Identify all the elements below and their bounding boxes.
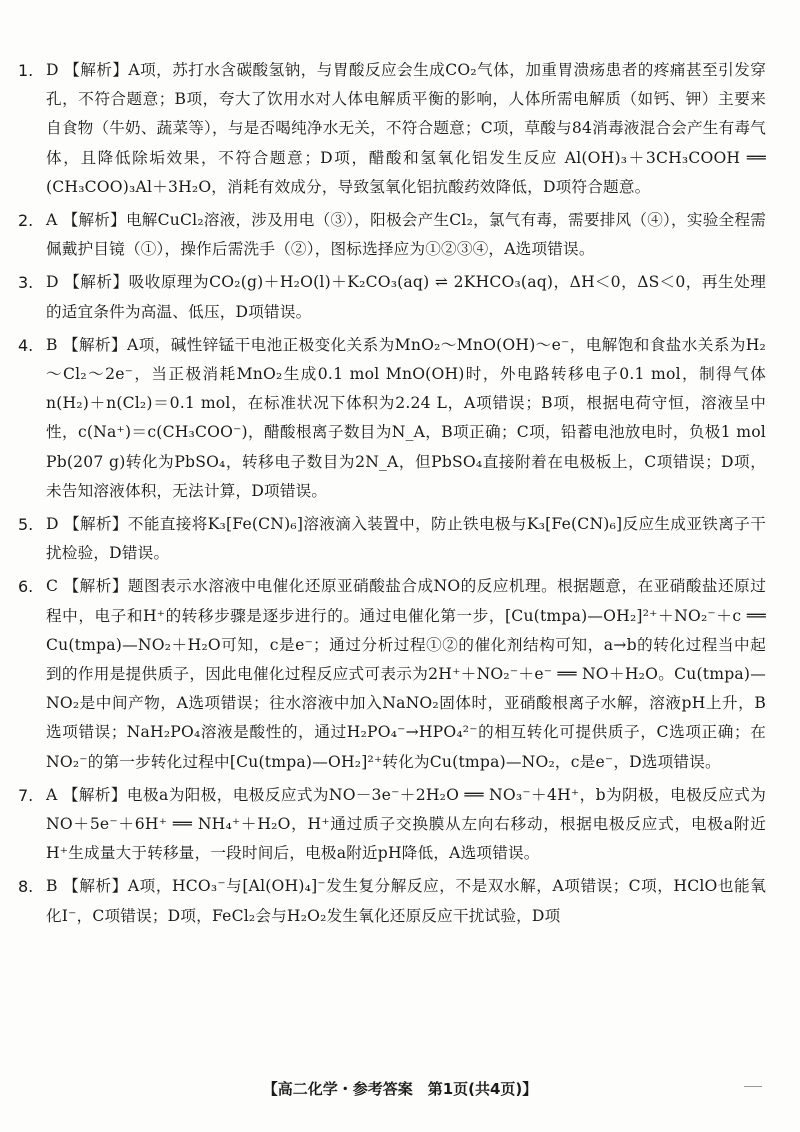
item-number: 2. <box>18 211 34 231</box>
answer-item-4 <box>18 331 766 506</box>
item-text: C 【解析】题图表示水溶液中电催化还原亚硝酸盐合成NO的反应机理。根据题意，在亚硝酸盐还原过程中，电子和H⁺的转移步骤是逐步进行的。通过电催化第一步，[Cu(tmpa)—OH₂]²⁺＋NO₂⁻＋c ══ Cu(tmpa)—NO₂＋H₂O可知，c是e⁻；通过分析过程①②的催化剂结构可知，a→b的转化过程当中起到的作用是提供质子，因此电催化过程反应式可表示为2H⁺＋NO₂⁻＋e⁻ ══ NO＋H₂O。Cu(tmpa)—NO₂是中间产物，A选项错误；往水溶液中加入NaNO₂固体时，亚硝酸根离子水解，溶液pH上升，B选项错误；NaH₂PO₄溶液是酸性的，通过H₂PO₄⁻→HPO₄²⁻的相互转化可提供质子，C选项正确；在NO₂⁻的第一步转化过程中[Cu(tmpa)—OH₂]²⁺转化为Cu(tmpa)—NO₂，c是e⁻，D选项错误。 <box>46 577 766 771</box>
answer-item-3 <box>18 268 766 326</box>
item-text: B 【解析】A项，碱性锌锰干电池正极变化关系为MnO₂～MnO(OH)～e⁻，电解饱和食盐水关系为H₂～Cl₂～2e⁻，当正极消耗MnO₂生成0.1 mol MnO(OH)时，外电路转移电子0.1 mol，制得气体n(H₂)＋n(Cl₂)＝0.1 mol，在标准状况下体积为2.24 L，A项错误；B项，根据电荷守恒，溶液呈中性，c(Na⁺)＝c(CH₃COO⁻)，醋酸根离子数目为N_A，B项正确；C项，铅蓄电池放电时，负极1 mol Pb(207 g)转化为PbSO₄，转移电子数目为2N_A，但PbSO₄直接附着在电极板上，C项错误；D项，未告知溶液体积，无法计算，D项错误。 <box>46 335 766 500</box>
item-number: 7. <box>18 785 34 805</box>
answer-item-2 <box>18 206 766 264</box>
item-text: B 【解析】A项，HCO₃⁻与[Al(OH)₄]⁻发生复分解反应，不是双水解，A项错误；C项，HClO也能氧化I⁻，C项错误；D项，FeCl₂会与H₂O₂发生氧化还原反应干扰试验，D项 <box>46 877 766 925</box>
page-footer: 【高二化学・参考答案 第1页(共4页)】 <box>262 1080 538 1098</box>
answer-item-7 <box>18 781 766 869</box>
corner-mark <box>744 1086 762 1087</box>
item-number: 1. <box>18 61 34 80</box>
item-text: D 【解析】不能直接将K₃[Fe(CN)₆]溶液滴入装置中，防止铁电极与K₃[Fe(CN)₆]反应生成亚铁离子干扰检验，D错误。 <box>46 515 766 563</box>
item-number: 5. <box>18 515 34 535</box>
answer-item-8 <box>18 872 766 930</box>
item-number: 6. <box>18 577 34 597</box>
item-text: A 【解析】电极a为阳极，电极反应式为NO－3e⁻＋2H₂O ══ NO₃⁻＋4H⁺，b为阴极，电极反应式为NO＋5e⁻＋6H⁺ ══ NH₄⁺＋H₂O，H⁺通过质子交换膜从左向右移动，根据电极反应式，电极a附近H⁺生成量大于转移量，一段时间后，电极a附近pH降低，A选项错误。 <box>46 785 766 863</box>
answer-item-6 <box>18 572 766 776</box>
item-number: 4. <box>18 335 34 355</box>
item-text: D 【解析】吸收原理为CO₂(g)＋H₂O(l)＋K₂CO₃(aq) ⇌ 2KHCO₃(aq)，ΔH＜0，ΔS＜0，再生处理的适宜条件为高温、低压，D项错误。 <box>46 273 766 321</box>
item-number: 3. <box>18 273 34 293</box>
answer-item-5 <box>18 510 766 568</box>
answer-item-1 <box>18 56 766 202</box>
item-text: A 【解析】电解CuCl₂溶液，涉及用电（③），阳极会产生Cl₂，氯气有毒，需要排风（④），实验全程需佩戴护目镜（①），操作后需洗手（②），图标选择应为①②③④，A选项错误。 <box>46 211 766 259</box>
item-number: 8. <box>18 877 34 897</box>
item-text: D 【解析】A项，苏打水含碳酸氢钠，与胃酸反应会生成CO₂气体，加重胃溃疡患者的疼痛甚至引发穿孔，不符合题意；B项，夸大了饮用水对人体电解质平衡的影响，人体所需电解质（如钙、钾）主要来自食物（牛奶、蔬菜等），与是否喝纯净水无关，不符合题意；C项，草酸与84消毒液混合会产生有毒气体，且降低除垢效果，不符合题意；D项，醋酸和氢氧化铝发生反应 Al(OH)₃＋3CH₃COOH ══ (CH₃COO)₃Al＋3H₂O，消耗有效成分，导致氢氧化铝抗酸药效降低，D项符合题意。 <box>46 61 766 196</box>
